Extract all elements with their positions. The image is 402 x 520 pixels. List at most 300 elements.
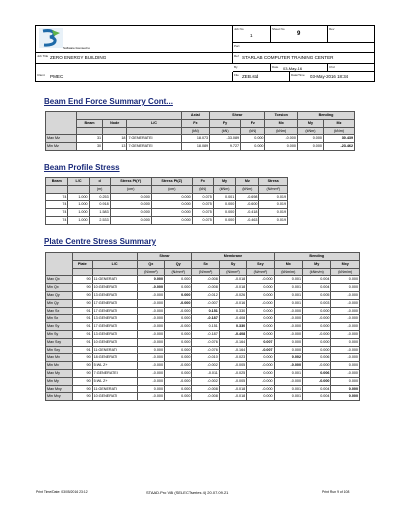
group-header: Shear <box>137 253 192 261</box>
table-cell: -0.408 <box>219 330 246 338</box>
table-cell: -0.000 <box>247 377 274 385</box>
table-cell: 0.006 <box>303 369 331 377</box>
table-cell: -0.000 <box>274 307 302 315</box>
unit-label: (N/mm²) <box>192 268 219 276</box>
ref-value: STARLAB COMPUTER TRAINING CENTER <box>242 55 334 60</box>
table-cell: 0.000 <box>165 284 192 292</box>
unit-label: (cm) <box>110 185 151 193</box>
column-header: Qy <box>165 260 192 268</box>
column-header: Plate <box>73 260 93 268</box>
sheet-no-cell: Sheet No 9 <box>271 26 328 43</box>
table-cell: 1.000 <box>68 201 89 209</box>
unit-label: (N/mm²) <box>165 268 192 276</box>
table-cell: 0.330 <box>219 323 246 331</box>
table-cell: 0.002 <box>274 354 302 362</box>
column-header: My <box>213 178 235 186</box>
table-cell: 1.000 <box>68 209 89 217</box>
footer-print-time: Print Time/Date: 03/05/2016 23:12 <box>36 490 88 494</box>
table-row <box>46 135 355 143</box>
table-cell: -0.000 <box>137 307 164 315</box>
table-cell: 13 <box>103 143 127 151</box>
table-cell: -0.408 <box>219 315 246 323</box>
unit-label: (kNm/m) <box>331 268 360 276</box>
table-cell: 13:GENERATI <box>92 291 137 299</box>
table-cell: 0.019 <box>259 193 288 201</box>
job-no-value: 1 <box>250 33 253 38</box>
table-cell: 0.000 <box>151 201 192 209</box>
table-cell: -0.000 <box>137 354 164 362</box>
table-cell: 0.075 <box>192 209 213 217</box>
table-cell: 10:GENERATI <box>92 393 137 401</box>
job-title-cell: Job Title ZERO ENERGY BUILDING <box>36 53 233 64</box>
table-row <box>46 291 360 299</box>
table-cell: -0.000 <box>331 315 360 323</box>
report-header <box>35 25 375 82</box>
column-header: Stress Pt(Y) <box>110 178 151 186</box>
row-label: Min Qx <box>46 284 73 292</box>
table-cell: -0.016 <box>219 299 246 307</box>
date-cell: Date 03-May-16 <box>271 64 328 72</box>
column-header: Mx <box>265 119 297 127</box>
table-cell: 10:GENERATI <box>92 284 137 292</box>
row-label: Min Sy <box>46 330 73 338</box>
column-header: Fx <box>192 178 213 186</box>
table-cell: 0.001 <box>213 193 235 201</box>
table-cell: 1.000 <box>68 193 89 201</box>
table-cell: 0.004 <box>303 284 331 292</box>
unit-label: (kN) <box>181 127 210 135</box>
group-header: Shear <box>210 112 265 120</box>
table-cell: 0.001 <box>274 291 302 299</box>
column-header: Stress <box>259 178 288 186</box>
table-cell: 90 <box>73 291 93 299</box>
table-cell: 0.000 <box>265 143 297 151</box>
table-cell: -0.000 <box>331 330 360 338</box>
datetime-cell: Date/Time 03-May-2016 18:34 <box>291 72 349 79</box>
unit-label: (kN) <box>210 127 241 135</box>
table-cell: 0.000 <box>110 216 151 224</box>
table-cell: -33.089 <box>210 135 241 143</box>
column-header: Stress Pt(Z) <box>151 178 192 186</box>
table-cell: -0.164 <box>219 346 246 354</box>
unit-label: (kN) <box>241 127 265 135</box>
table-cell: 0.000 <box>241 135 265 143</box>
table-cell: 0.000 <box>331 362 360 370</box>
column-header: Sx <box>192 260 219 268</box>
table-cell: 0.000 <box>165 393 192 401</box>
group-header: Membrane <box>192 253 274 261</box>
table-cell: -0.000 <box>165 307 192 315</box>
table-cell: 10:GENERATI <box>92 338 137 346</box>
plate-title: Plate Centre Stress Summary <box>44 237 157 246</box>
table-cell: 0.019 <box>259 201 288 209</box>
table-cell: 0.000 <box>303 346 331 354</box>
table-row <box>46 209 288 217</box>
table-row <box>46 299 360 307</box>
table-cell: 0.000 <box>151 209 192 217</box>
table-cell: 0.000 <box>303 307 331 315</box>
table-cell: -0.000 <box>137 284 164 292</box>
column-header: Mxy <box>331 260 360 268</box>
table-cell: -0.005 <box>219 377 246 385</box>
beam-end-table <box>45 111 355 151</box>
column-header: Beam <box>46 178 68 186</box>
table-cell: 0.000 <box>110 193 151 201</box>
table-cell: 13:GENERATI <box>92 315 137 323</box>
table-cell: 0.000 <box>165 338 192 346</box>
table-row <box>46 193 288 201</box>
software-licensed-label: Software licensed to <box>63 46 91 50</box>
table-cell: -0.000 <box>303 330 331 338</box>
row-label: Max Sy <box>46 323 73 331</box>
table-row <box>46 362 360 370</box>
table-cell: 0.000 <box>165 276 192 284</box>
table-cell: 0.330 <box>219 307 246 315</box>
table-cell: 90 <box>73 393 93 401</box>
table-cell: -0.000 <box>137 377 164 385</box>
column-header: Sxy <box>247 260 274 268</box>
table-cell: 91 <box>73 307 93 315</box>
table-cell: -0.187 <box>192 330 219 338</box>
table-cell: 90 <box>73 377 93 385</box>
table-cell: -0.000 <box>274 330 302 338</box>
table-cell: -0.463 <box>236 216 259 224</box>
beam-profile-rows <box>46 193 288 224</box>
table-cell: -0.026 <box>219 291 246 299</box>
table-cell: 0.001 <box>274 385 302 393</box>
table-cell: 0.001 <box>274 369 302 377</box>
table-cell: 0.000 <box>110 209 151 217</box>
table-cell: 0.000 <box>331 393 360 401</box>
table-cell: -0.000 <box>247 276 274 284</box>
table-cell: 91 <box>73 323 93 331</box>
table-cell: -0.600 <box>236 201 259 209</box>
table-cell: -0.000 <box>331 369 360 377</box>
table-cell: 0.000 <box>241 143 265 151</box>
table-cell: -0.000 <box>331 299 360 307</box>
table-cell: -0.000 <box>274 377 302 385</box>
table-cell: 0.000 <box>213 201 235 209</box>
table-cell: 5:WL Z+ <box>92 362 137 370</box>
table-cell: 0.006 <box>303 354 331 362</box>
table-cell: -0.000 <box>165 299 192 307</box>
group-header: Axial <box>181 112 210 120</box>
table-cell: 0.004 <box>303 385 331 393</box>
table-cell: -0.000 <box>137 369 164 377</box>
column-header: d <box>89 178 110 186</box>
table-cell: 0.001 <box>274 276 302 284</box>
table-cell: -0.000 <box>331 323 360 331</box>
datetime-value: 03-May-2016 18:34 <box>310 74 349 79</box>
table-cell: 0.000 <box>110 201 151 209</box>
unit-label <box>68 185 89 193</box>
file-value: ZEB.std <box>242 74 259 79</box>
job-title-value: ZERO ENERGY BUILDING <box>50 55 107 60</box>
table-cell: -0.000 <box>247 385 274 393</box>
plate-table <box>45 252 360 401</box>
table-cell: 0.000 <box>151 193 192 201</box>
unit-label: (kN) <box>192 185 213 193</box>
table-cell: 0.000 <box>331 385 360 393</box>
table-cell: 0.000 <box>303 323 331 331</box>
table-row <box>46 276 360 284</box>
table-cell: -0.007 <box>192 299 219 307</box>
table-cell: -0.000 <box>331 291 360 299</box>
column-header: L/C <box>92 260 137 268</box>
table-row <box>46 323 360 331</box>
row-label: Min Mxy <box>46 393 73 401</box>
table-cell: -0.012 <box>192 291 219 299</box>
table-cell: 5:WL Z+ <box>92 377 137 385</box>
table-cell: 74 <box>46 216 68 224</box>
table-row <box>46 346 360 354</box>
column-header: Mz <box>323 119 354 127</box>
row-label: Min Sx <box>46 315 73 323</box>
table-cell: 0.000 <box>297 135 323 143</box>
file-cell: File ZEB.std <box>233 72 290 81</box>
table-row <box>46 330 360 338</box>
table-row <box>46 216 288 224</box>
table-cell: -0.018 <box>219 385 246 393</box>
table-cell: 31 <box>77 135 103 143</box>
table-cell: 0.000 <box>137 346 164 354</box>
table-cell: 17:GENERATI <box>92 299 137 307</box>
table-cell: -0.187 <box>192 315 219 323</box>
column-header: Fx <box>181 119 210 127</box>
table-cell: 0.000 <box>165 385 192 393</box>
unit-label: (N/mm²) <box>259 185 288 193</box>
table-cell: 0.000 <box>247 315 274 323</box>
table-cell: 17:GENERATI <box>92 323 137 331</box>
table-cell: 0.000 <box>303 338 331 346</box>
table-cell: -0.000 <box>137 299 164 307</box>
column-header: Node <box>103 119 127 127</box>
table-cell: 0.000 <box>247 307 274 315</box>
column-header: L/C <box>68 178 89 186</box>
table-cell: 0.003 <box>303 299 331 307</box>
table-cell: 0.151 <box>192 323 219 331</box>
table-row <box>46 143 355 151</box>
table-cell: 0.000 <box>331 338 360 346</box>
job-no-cell: Job No 1 <box>233 26 271 43</box>
table-cell: 0.000 <box>274 338 302 346</box>
ref-cell: Ref STARLAB COMPUTER TRAINING CENTER <box>233 53 374 64</box>
table-cell: -0.000 <box>137 362 164 370</box>
column-header: Sy <box>219 260 246 268</box>
row-label: Max Mz <box>46 135 77 143</box>
table-cell: -0.000 <box>165 323 192 331</box>
table-cell: 18.073 <box>181 135 210 143</box>
table-cell: 0.000 <box>165 291 192 299</box>
table-cell: 0.000 <box>213 216 235 224</box>
table-cell: -0.000 <box>303 362 331 370</box>
table-cell: -0.000 <box>165 377 192 385</box>
table-cell: -0.000 <box>137 338 164 346</box>
table-cell: 0.000 <box>165 315 192 323</box>
table-cell: -0.164 <box>219 338 246 346</box>
table-cell: -0.025 <box>219 369 246 377</box>
beam-profile-table <box>45 177 288 225</box>
table-row <box>46 307 360 315</box>
table-cell: 0.918 <box>89 201 110 209</box>
client-cell: Client PMEC <box>36 72 233 81</box>
beam-end-rows <box>46 135 355 151</box>
table-cell: -0.076 <box>192 346 219 354</box>
table-cell: -0.000 <box>265 135 297 143</box>
table-cell: 30.439 <box>323 135 354 143</box>
table-cell: -0.000 <box>165 362 192 370</box>
footer-print-run: Print Run 9 of 108 <box>322 490 350 494</box>
table-cell: 0.004 <box>303 276 331 284</box>
table-row <box>46 377 360 385</box>
row-label: Max Sxy <box>46 338 73 346</box>
table-cell: 90 <box>73 362 93 370</box>
table-cell: 18:GENERATI <box>92 354 137 362</box>
table-cell: 0.151 <box>192 307 219 315</box>
group-header: Torsion <box>265 112 297 120</box>
part-cell: Part <box>233 43 374 53</box>
table-cell: 2.533 <box>89 216 110 224</box>
table-cell: -0.008 <box>192 393 219 401</box>
unit-label: (kNm) <box>265 127 297 135</box>
row-label: Max Qy <box>46 291 73 299</box>
table-cell: 0.000 <box>137 385 164 393</box>
column-header: Beam <box>77 119 103 127</box>
table-cell: 0.000 <box>165 354 192 362</box>
table-cell: -0.000 <box>274 323 302 331</box>
table-cell: 0.000 <box>331 377 360 385</box>
table-cell: -0.018 <box>219 284 246 292</box>
table-cell: -0.000 <box>274 362 302 370</box>
table-cell: 90 <box>73 299 93 307</box>
table-cell: -0.005 <box>219 362 246 370</box>
table-row <box>46 338 360 346</box>
beam-profile-title: Beam Profile Stress <box>44 163 120 172</box>
table-cell: 91 <box>73 315 93 323</box>
table-row <box>46 201 288 209</box>
table-cell: 0.004 <box>303 393 331 401</box>
table-cell: 0.000 <box>247 284 274 292</box>
unit-label: (kNm) <box>236 185 259 193</box>
table-cell: 0.000 <box>247 291 274 299</box>
column-header: Mx <box>274 260 302 268</box>
table-cell: -0.000 <box>137 291 164 299</box>
unit-label <box>46 185 68 193</box>
unit-label: (kNm/m) <box>274 268 302 276</box>
table-cell: 0.001 <box>274 284 302 292</box>
table-row <box>46 369 360 377</box>
unit-label: (kNm) <box>297 127 323 135</box>
table-cell: -0.000 <box>331 354 360 362</box>
table-cell: 11:GENERATI <box>92 276 137 284</box>
table-cell: 0.019 <box>259 209 288 217</box>
table-cell: 0.000 <box>165 369 192 377</box>
table-cell: 9.727 <box>210 143 241 151</box>
table-cell: -0.010 <box>192 354 219 362</box>
row-label: Max Sx <box>46 307 73 315</box>
table-cell: -0.000 <box>137 315 164 323</box>
unit-label: (kNm) <box>213 185 235 193</box>
table-cell: 0.000 <box>274 346 302 354</box>
table-cell: 0.253 <box>89 193 110 201</box>
footer-program: STAAD.Pro V8i (SELECTseries 4) 20.07.09.21 <box>146 490 229 495</box>
staad-logo-icon <box>38 27 64 49</box>
table-cell: -0.018 <box>219 393 246 401</box>
table-cell: -0.418 <box>236 209 259 217</box>
table-cell: 91 <box>73 330 93 338</box>
table-cell: -0.000 <box>247 362 274 370</box>
row-label: Max Mx <box>46 354 73 362</box>
table-cell: 7:GENERATEI <box>127 135 181 143</box>
table-cell: -0.008 <box>192 276 219 284</box>
plate-rows <box>46 276 360 401</box>
unit-label: (kNm/m) <box>303 268 331 276</box>
table-cell: -0.000 <box>331 346 360 354</box>
table-row <box>46 354 360 362</box>
table-cell: 0.000 <box>331 276 360 284</box>
column-header: My <box>303 260 331 268</box>
table-cell: 0.075 <box>192 216 213 224</box>
table-row <box>46 284 360 292</box>
table-cell: -23.462 <box>323 143 354 151</box>
table-cell: 0.005 <box>303 291 331 299</box>
row-label: Min Sxy <box>46 346 73 354</box>
logo-area <box>36 26 233 53</box>
table-cell: 1.583 <box>89 209 110 217</box>
table-cell: 18 <box>103 135 127 143</box>
table-row <box>46 315 360 323</box>
table-cell: 90 <box>73 284 93 292</box>
table-cell: 0.000 <box>247 323 274 331</box>
table-cell: -0.000 <box>247 299 274 307</box>
table-cell: 90 <box>73 385 93 393</box>
row-label: Min Mx <box>46 362 73 370</box>
table-cell: 0.075 <box>192 193 213 201</box>
table-cell: 0.000 <box>247 354 274 362</box>
column-header: My <box>297 119 323 127</box>
table-cell: -0.018 <box>219 276 246 284</box>
table-cell: -0.000 <box>137 330 164 338</box>
table-cell: 0.000 <box>247 369 274 377</box>
table-cell: 0.075 <box>192 201 213 209</box>
table-cell: -0.008 <box>192 385 219 393</box>
row-label: Max Qx <box>46 276 73 284</box>
date-value: 03-May-16 <box>283 65 303 71</box>
group-header: Bending <box>297 112 354 120</box>
table-cell: 74 <box>46 209 68 217</box>
unit-label: (cm) <box>151 185 192 193</box>
unit-label: (kNm) <box>323 127 354 135</box>
table-cell: -0.011 <box>192 369 219 377</box>
table-cell: -0.000 <box>331 307 360 315</box>
table-cell: 7:GENERATEI <box>92 369 137 377</box>
table-cell: 91 <box>73 346 93 354</box>
table-cell: 0.007 <box>247 338 274 346</box>
table-row <box>46 393 360 401</box>
table-cell: 0.000 <box>165 330 192 338</box>
table-cell: 11:GENERATI <box>92 346 137 354</box>
table-cell: 0.000 <box>247 393 274 401</box>
table-cell: -0.008 <box>192 284 219 292</box>
column-header: L/C <box>127 119 181 127</box>
table-cell: -0.698 <box>236 193 259 201</box>
table-cell: 0.001 <box>274 393 302 401</box>
table-cell: 0.019 <box>259 216 288 224</box>
table-cell: 13:GENERATI <box>92 330 137 338</box>
rev-cell: Rev <box>328 26 374 43</box>
unit-label: (m) <box>89 185 110 193</box>
beam-end-title: Beam End Force Summary Cont... <box>44 97 173 106</box>
